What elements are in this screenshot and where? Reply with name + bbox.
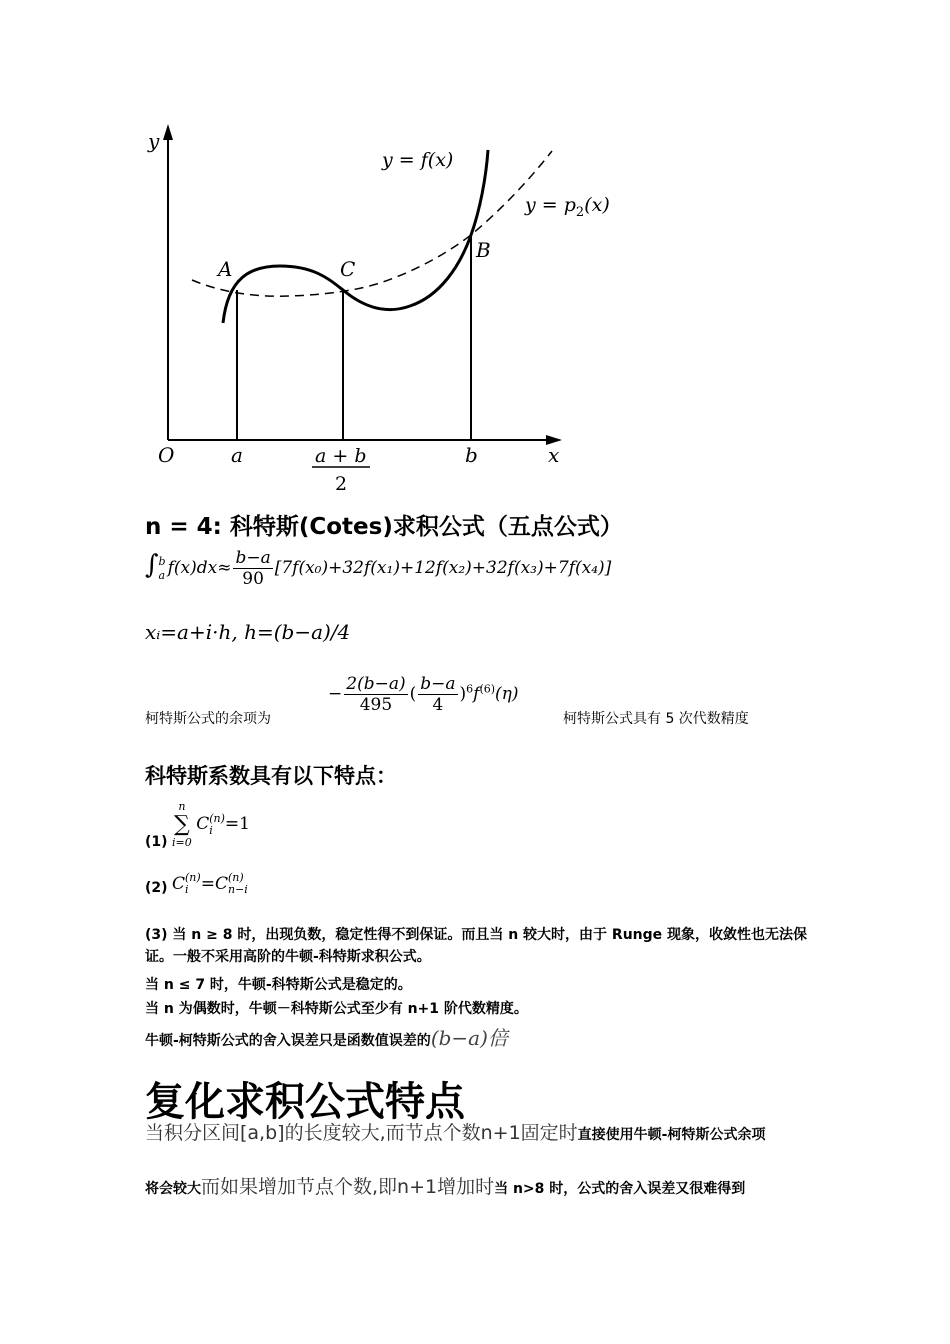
composite-line-2-bold-1: 将会较大	[145, 1181, 201, 1197]
point-A-label: A	[218, 257, 233, 281]
point-B-label: B	[476, 238, 491, 262]
cotes-fraction	[233, 548, 272, 589]
remainder-f: f	[473, 684, 480, 704]
rounding-error-formula: (b−a)倍	[430, 1026, 508, 1050]
remainder-formula	[328, 674, 518, 715]
cotes-bracket: [7f(x₀)+32f(x₁)+12f(x₂)+32f(x₃)+7f(x₄)]	[274, 558, 612, 578]
property-2-lhs-sub: i	[185, 883, 189, 896]
remainder-deriv: (6)	[479, 682, 496, 696]
property-1-rhs: =1	[224, 814, 250, 834]
sum-symbol: ∑	[174, 812, 190, 837]
f-curve-label	[381, 149, 453, 171]
property-2-label: (2)	[145, 880, 168, 896]
composite-line-2-light: 而如果增加节点个数,即n+1增加时	[201, 1176, 495, 1198]
cotes-fraction-num: b−a	[235, 548, 271, 568]
stability-statement: 当 n ≤ 7 时，牛顿-科特斯公式是稳定的。	[145, 977, 412, 993]
p2-curve-label-sub: 2	[575, 205, 585, 220]
remainder-fraction-1	[344, 674, 407, 715]
property-2-rhs-c: C	[214, 873, 228, 894]
integrand: f(x)dx≈	[167, 558, 232, 578]
interpolation-figure	[140, 118, 660, 498]
remainder-fraction-2-den: 4	[432, 695, 444, 715]
remainder-paren-close: )	[459, 684, 467, 704]
p2-curve-label-arg: (x)	[584, 194, 610, 216]
cotes-fraction-den: 90	[242, 569, 264, 589]
property-2-lhs-c: C	[172, 873, 186, 894]
property-1-sup: (n)	[209, 811, 225, 825]
property-1-c: C	[196, 814, 210, 834]
b-label: b	[465, 443, 478, 467]
integral-lower: a	[158, 568, 166, 582]
remainder-arg: (η)	[495, 684, 519, 704]
property-2-lhs-sup: (n)	[185, 871, 201, 884]
section-title: n = 4: 科特斯(Cotes)求积公式（五点公式）	[145, 514, 623, 540]
p2-curve-label	[524, 194, 610, 220]
property-2-rhs-sub: n−i	[227, 883, 248, 896]
property-1	[145, 800, 250, 850]
property-2	[145, 872, 248, 896]
composite-paragraph-line-2	[145, 1172, 815, 1199]
remainder-paren-open: (	[409, 684, 417, 704]
precision-label: 柯特斯公式具有 5 次代数精度	[563, 711, 749, 727]
p2-curve-label-y: y =	[525, 194, 564, 216]
properties-title: 科特斯系数具有以下特点：	[145, 764, 397, 788]
even-n-statement: 当 n 为偶数时，牛顿－科特斯公式至少有 n+1 阶代数精度。	[145, 1001, 528, 1017]
composite-line-1-light: 当积分区间[a,b]的长度较大,而节点个数n+1固定时	[145, 1122, 578, 1144]
point-C-label: C	[340, 257, 356, 281]
origin-label: O	[158, 443, 175, 467]
y-axis-arrow	[163, 124, 173, 140]
mid-denominator-label: 2	[335, 473, 348, 495]
a-label: a	[231, 443, 243, 467]
sum-top: n	[178, 800, 186, 813]
property-1-label: (1)	[145, 834, 168, 850]
p2-curve-label-fn: p	[563, 194, 576, 216]
cotes-formula	[145, 548, 611, 589]
integral-sign: ∫	[145, 550, 159, 580]
nodes-formula: xᵢ=a+i·h, h=(b−a)/4	[145, 620, 351, 644]
composite-line-2-bold-2: 当 n>8 时，公式的舍入误差又很难得到	[494, 1181, 746, 1197]
remainder-fraction-1-den: 495	[359, 695, 393, 715]
property-3: (3) 当 n ≥ 8 时，出现负数，稳定性得不到保证。而且当 n 较大时，由于 Runge 现象，收敛性也无法保证。一般不采用高阶的牛顿-科特斯求积公式。	[145, 927, 808, 965]
property-2-rhs-sup: (n)	[227, 871, 244, 884]
sum-bottom: i=0	[172, 836, 192, 849]
remainder-label: 柯特斯公式的余项为	[145, 711, 271, 727]
rounding-error-text: 牛顿-柯特斯公式的舍入误差只是函数值误差的	[145, 1033, 431, 1049]
remainder-fraction-2	[418, 674, 457, 715]
x-axis-label: x	[548, 443, 560, 467]
property-2-eq: =	[200, 873, 215, 894]
f-solid-curve	[223, 150, 488, 323]
integral-upper: b	[158, 554, 166, 568]
remainder-fraction-1-num: 2(b−a)	[346, 674, 406, 694]
mid-numerator-label: a + b	[315, 445, 367, 467]
y-axis-label: y	[148, 129, 160, 153]
remainder-power: 6	[466, 682, 474, 696]
composite-paragraph-line-1	[145, 1118, 815, 1145]
f-curve-label-arg: (x)	[427, 149, 454, 171]
remainder-minus: −	[328, 684, 343, 704]
composite-heading: 复化求积公式特点	[145, 1079, 465, 1125]
property-1-sub: i	[209, 823, 213, 837]
composite-line-1-bold: 直接使用牛顿-柯特斯公式余项	[577, 1127, 766, 1143]
rounding-error-statement	[145, 1022, 508, 1051]
remainder-fraction-2-num: b−a	[420, 674, 456, 694]
f-curve-label-fn: f	[420, 149, 428, 171]
f-curve-label-y: y =	[382, 149, 421, 171]
